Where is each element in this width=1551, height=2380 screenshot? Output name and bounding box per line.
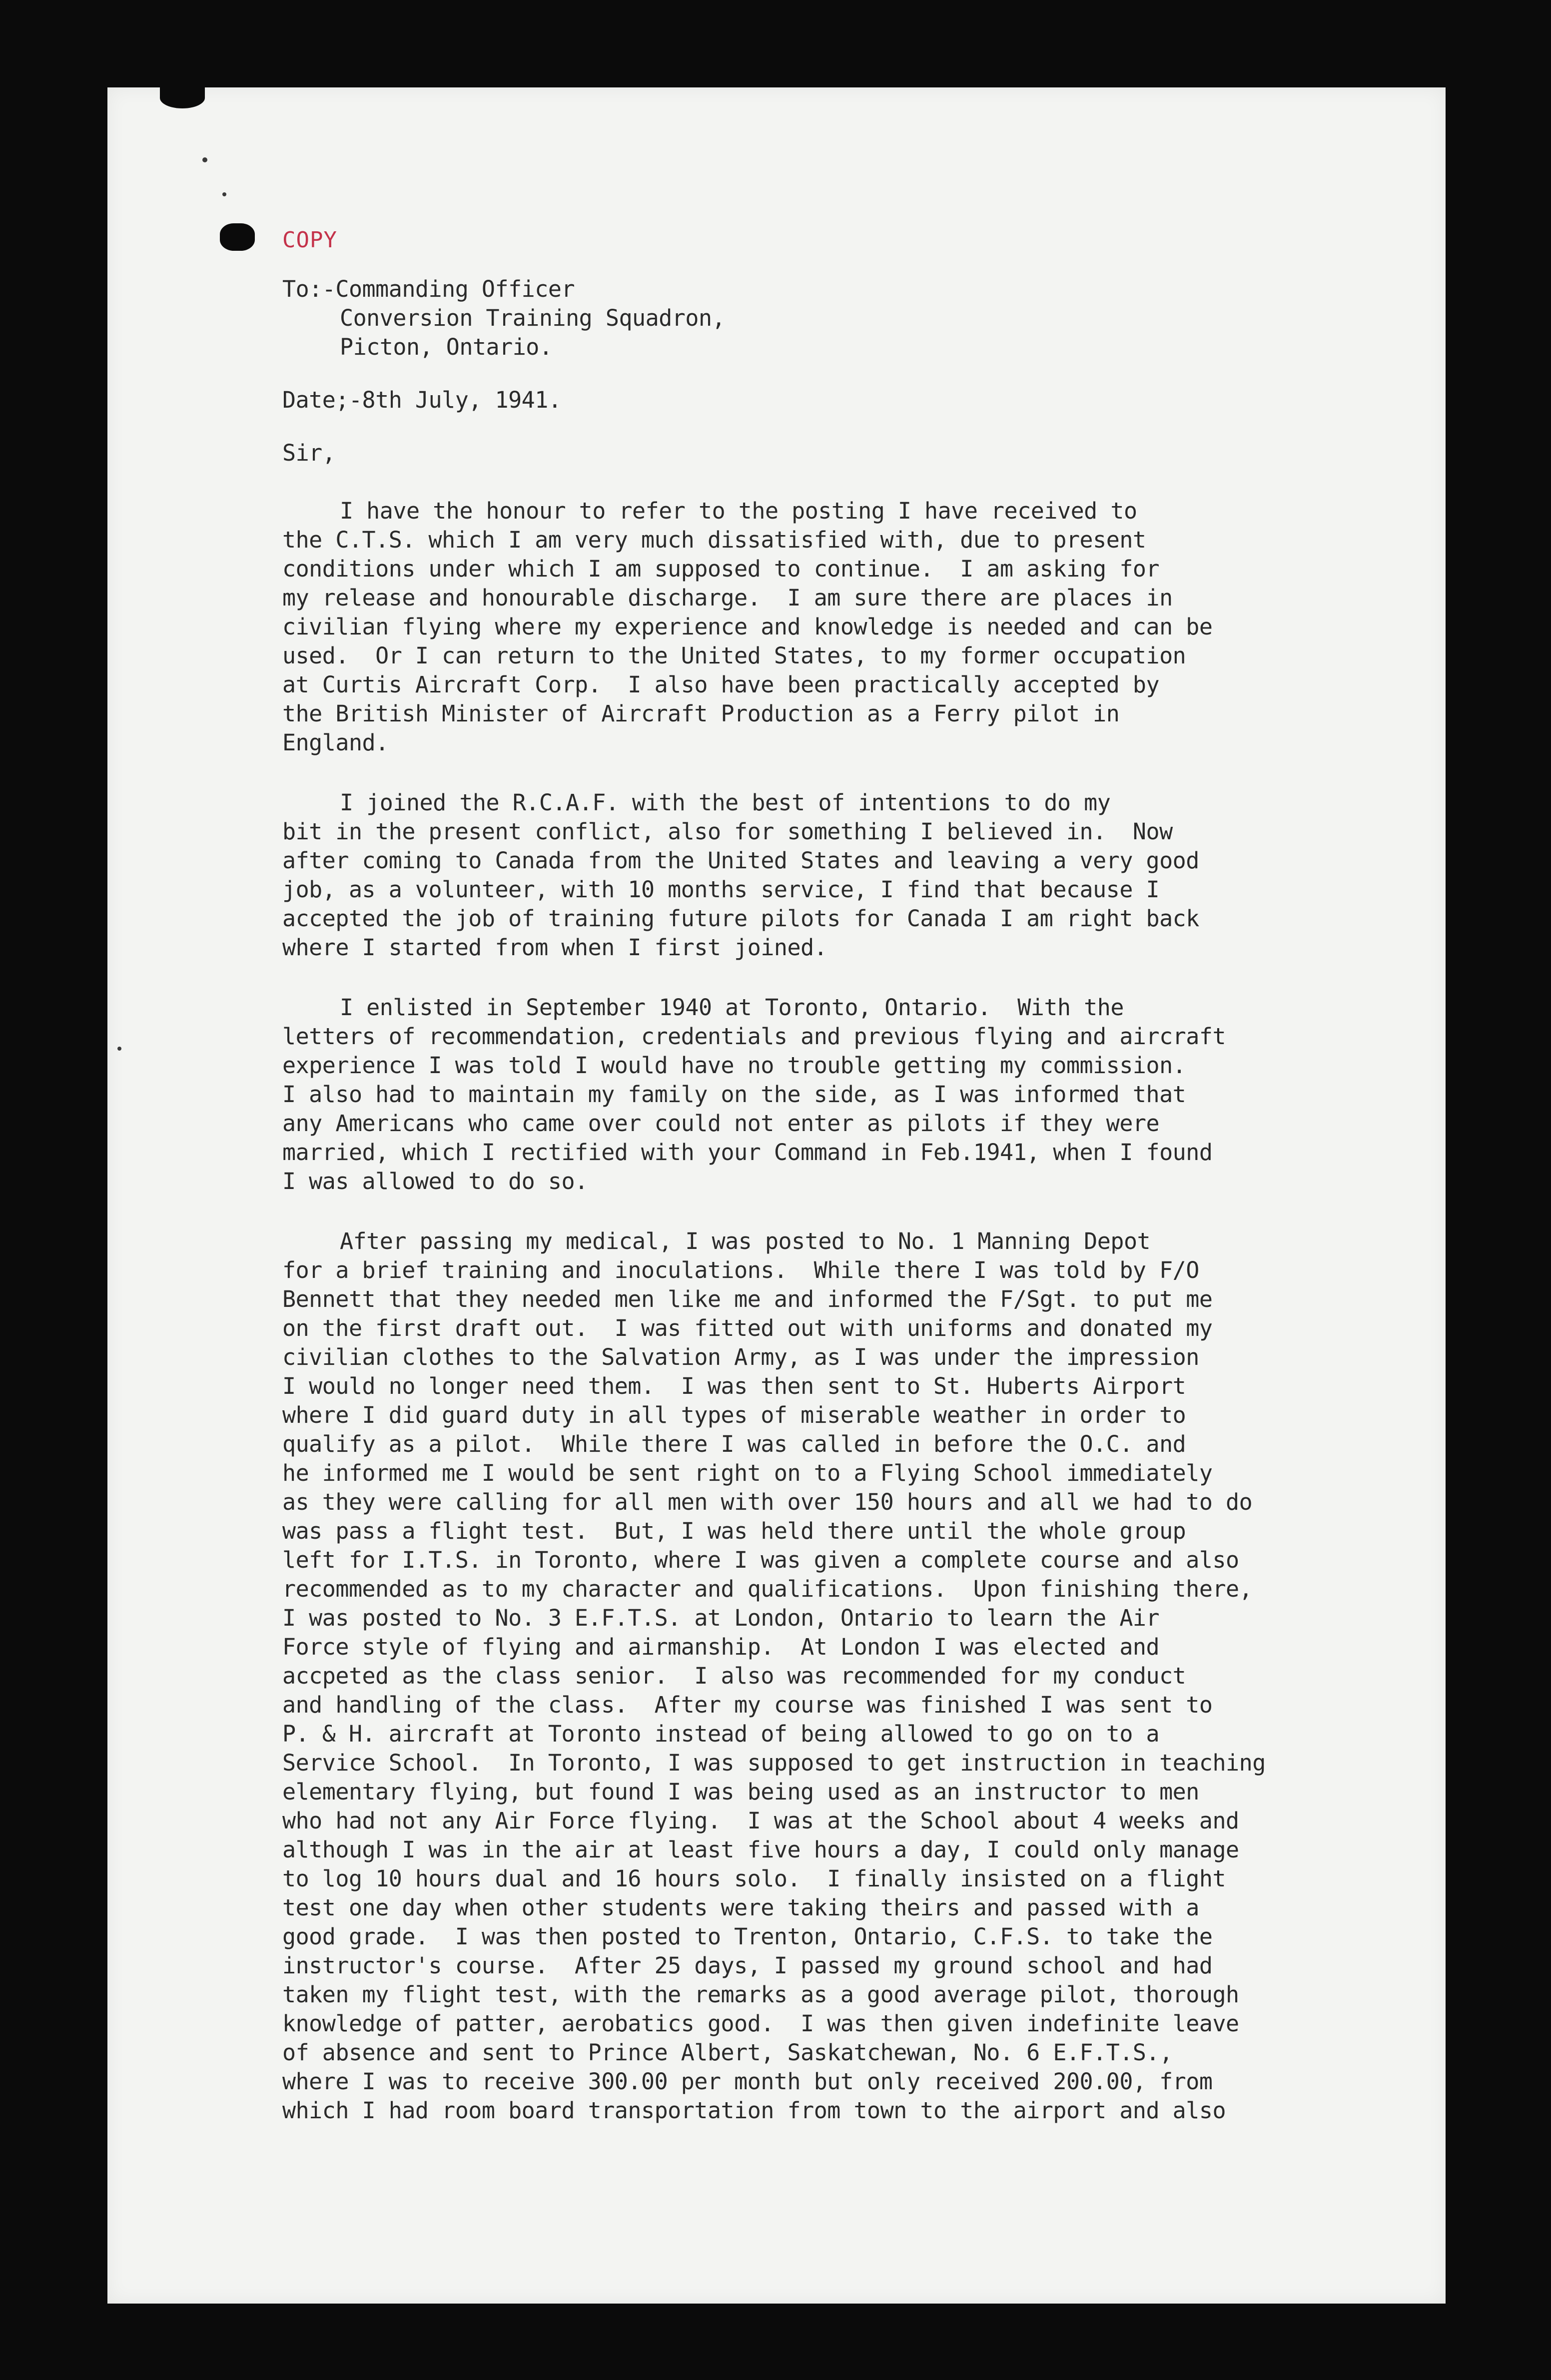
paragraph	[282, 993, 1407, 1196]
letter-body	[282, 227, 1407, 2125]
paper-mark	[222, 192, 226, 196]
text-line: taken my flight test, with the remarks as a good average pilot, thorough	[282, 1981, 1239, 2008]
text-line: I enlisted in September 1940 at Toronto, Ontario. With the	[340, 994, 1124, 1021]
text-line: as they were calling for all men with over 150 hours and all we had to do	[282, 1489, 1253, 1515]
text-line: letters of recommendation, credentials and previous flying and aircraft	[282, 1023, 1226, 1050]
text-line: married, which I rectified with your Command in Feb.1941, when I found	[282, 1139, 1213, 1166]
text-line: left for I.T.S. in Toronto, where I was given a complete course and also	[282, 1547, 1239, 1573]
paragraph	[282, 1227, 1407, 2125]
text-line: accepted the job of training future pilots for Canada I am right back	[282, 905, 1199, 932]
text-line: where I was to receive 300.00 per month but only received 200.00, from	[282, 2068, 1213, 2095]
salutation: Sir,	[282, 440, 336, 466]
text-line: England.	[282, 729, 389, 756]
text-line: Bennett that they needed men like me and informed the F/Sgt. to put me	[282, 1286, 1213, 1312]
text-line: I also had to maintain my family on the side, as I was informed that	[282, 1081, 1186, 1108]
address-line: Picton, Ontario.	[340, 334, 553, 360]
text-line: at Curtis Aircraft Corp. I also have been practically accepted by	[282, 671, 1160, 698]
text-line: he informed me I would be sent right on to a Flying School immediately	[282, 1460, 1213, 1486]
text-line: instructor's course. After 25 days, I passed my ground school and had	[282, 1952, 1213, 1979]
text-line: test one day when other students were taking theirs and passed with a	[282, 1894, 1199, 1921]
text-line: the C.T.S. which I am very much dissatisfied with, due to present	[282, 527, 1146, 553]
text-line: used. Or I can return to the United States, to my former occupation	[282, 642, 1186, 669]
text-line: where I did guard duty in all types of miserable weather in order to	[282, 1402, 1186, 1428]
text-line: and handling of the class. After my course was finished I was sent to	[282, 1692, 1213, 1718]
address-line: To:-Commanding Officer	[282, 276, 575, 302]
text-line: which I had room board transportation from town to the airport and also	[282, 2097, 1226, 2124]
text-line: Force style of flying and airmanship. At London I was elected and	[282, 1634, 1160, 1660]
paragraphs	[282, 497, 1407, 2125]
text-line: experience I was told I would have no trouble getting my commission.	[282, 1052, 1186, 1079]
text-line: civilian clothes to the Salvation Army, as I was under the impression	[282, 1344, 1199, 1370]
text-line: I was allowed to do so.	[282, 1168, 588, 1194]
text-line: of absence and sent to Prince Albert, Saskatchewan, No. 6 E.F.T.S.,	[282, 2039, 1173, 2066]
text-line: I joined the R.C.A.F. with the best of intentions to do my	[340, 789, 1111, 816]
text-line: P. & H. aircraft at Toronto instead of being allowed to go on to a	[282, 1721, 1160, 1747]
text-line: to log 10 hours dual and 16 hours solo. I finally insisted on a flight	[282, 1865, 1226, 1892]
copy-stamp: COPY	[282, 227, 337, 253]
text-line: conditions under which I am supposed to continue. I am asking for	[282, 556, 1160, 582]
paper-mark	[117, 1047, 121, 1051]
text-line: although I was in the air at least five hours a day, I could only manage	[282, 1836, 1239, 1863]
text-line: any Americans who came over could not enter as pilots if they were	[282, 1110, 1160, 1137]
text-line: good grade. I was then posted to Trenton, Ontario, C.F.S. to take the	[282, 1923, 1213, 1950]
text-line: I have the honour to refer to the posting I have received to	[340, 498, 1137, 524]
punch-hole	[220, 223, 255, 251]
text-line: civilian flying where my experience and knowledge is needed and can be	[282, 613, 1213, 640]
text-line: who had not any Air Force flying. I was at the School about 4 weeks and	[282, 1807, 1239, 1834]
text-line: I was posted to No. 3 E.F.T.S. at London, Ontario to learn the Air	[282, 1605, 1160, 1631]
text-line: knowledge of patter, aerobatics good. I was then given indefinite leave	[282, 2010, 1239, 2037]
text-line: I would no longer need them. I was then sent to St. Huberts Airport	[282, 1373, 1186, 1399]
text-line: qualify as a pilot. While there I was called in before the O.C. and	[282, 1431, 1186, 1457]
text-line: bit in the present conflict, also for something I believed in. Now	[282, 818, 1173, 845]
paragraph	[282, 497, 1407, 757]
address-line: Conversion Training Squadron,	[340, 305, 726, 331]
paragraph	[282, 788, 1407, 962]
text-line: the British Minister of Aircraft Production as a Ferry pilot in	[282, 700, 1120, 727]
torn-corner	[160, 87, 205, 108]
text-line: after coming to Canada from the United States and leaving a very good	[282, 847, 1199, 874]
text-line: where I started from when I first joined.	[282, 934, 827, 961]
text-line: for a brief training and inoculations. While there I was told by F/O	[282, 1257, 1199, 1283]
text-line: job, as a volunteer, with 10 months service, I find that because I	[282, 876, 1160, 903]
letter-page	[107, 87, 1446, 2304]
paper-mark	[202, 157, 207, 162]
text-line: on the first draft out. I was fitted out with uniforms and donated my	[282, 1315, 1213, 1341]
text-line: accpeted as the class senior. I also was recommended for my conduct	[282, 1663, 1186, 1689]
text-line: Service School. In Toronto, I was supposed to get instruction in teaching	[282, 1750, 1266, 1776]
text-line: elementary flying, but found I was being used as an instructor to men	[282, 1779, 1199, 1805]
text-line: my release and honourable discharge. I am sure there are places in	[282, 585, 1173, 611]
text-line: was pass a flight test. But, I was held there until the whole group	[282, 1518, 1186, 1544]
text-line: recommended as to my character and qualifications. Upon finishing there,	[282, 1576, 1253, 1602]
text-line: After passing my medical, I was posted to No. 1 Manning Depot	[340, 1228, 1151, 1254]
address-block	[282, 275, 1407, 362]
letter-date: Date;-8th July, 1941.	[282, 387, 562, 413]
